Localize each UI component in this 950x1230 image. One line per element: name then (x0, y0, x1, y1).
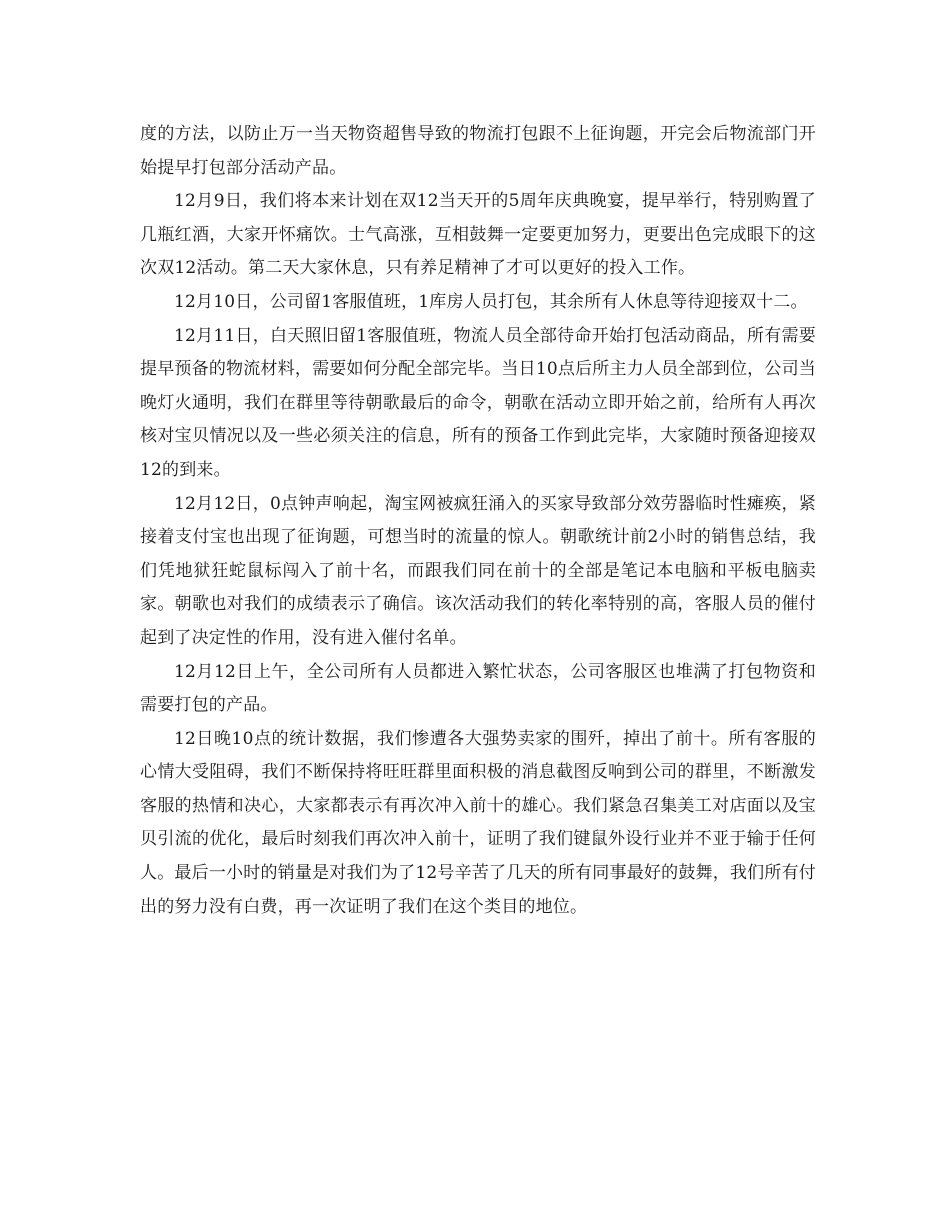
paragraph-dec-11: 12月11日，白天照旧留1客服值班，物流人员全部待命开始打包活动商品，所有需要提早预备的物流材料，需要如何分配全部完毕。当日10点后所主力人员全部到位，公司当晚灯火通明，我们在群里等待朝歌最后的命令，朝歌在活动立即开始之前，给所有人再次核对宝贝情况以及一些必须关注的信息，所有的预备工作到此完毕，大家随时预备迎接双12的到来。 (140, 325, 816, 480)
paragraph-dec-9: 12月9日，我们将本来计划在双12当天开的5周年庆典晚宴，提早举行，特别购置了几瓶红酒，大家开怀痛饮。士气高涨，互相鼓舞一定要更加努力，更要出色完成眼下的这次双12活动。第二天大家休息，只有养足精神了才可以更好的投入工作。 (140, 191, 816, 279)
paragraph-dec-12-morning: 12月12日上午，全公司所有人员都进入繁忙状态，公司客服区也堆满了打包物资和需要打包的产品。 (140, 661, 816, 716)
document-body (140, 118, 816, 924)
paragraph-dec-12-evening: 12日晚10点的统计数据，我们惨遭各大强势卖家的围歼，掉出了前十。所有客服的心情大受阻碍，我们不断保持将旺旺群里面积极的消息截图反响到公司的群里，不断激发客服的热情和决心，大家都表示有再次冲入前十的雄心。我们紧急召集美工对店面以及宝贝引流的优化，最后时刻我们再次冲入前十，证明了我们键鼠外设行业并不亚于输于任何人。最后一小时的销量是对我们为了12号辛苦了几天的所有同事最好的鼓舞，我们所有付出的努力没有白费，再一次证明了我们在这个类目的地位。 (140, 728, 816, 917)
paragraph-dec-10: 12月10日，公司留1客服值班，1库房人员打包，其余所有人休息等待迎接双十二。 (174, 291, 808, 312)
paragraph-dec-12-midnight: 12月12日，0点钟声响起，淘宝网被疯狂涌入的买家导致部分效劳器临时性瘫痪，紧接着支付宝也出现了征询题，可想当时的流量的惊人。朝歌统计前2小时的销售总结，我们凭地狱狂蛇鼠标闯入了前十名，而跟我们同在前十的全部是笔记本电脑和平板电脑卖家。朝歌也对我们的成绩表示了确信。该次活动我们的转化率特别的高，客服人员的催付起到了决定性的作用，没有进入催付名单。 (140, 493, 816, 648)
paragraph-continuation: 度的方法，以防止万一当天物资超售导致的物流打包跟不上征询题，开完会后物流部门开始提早打包部分活动产品。 (140, 124, 816, 178)
